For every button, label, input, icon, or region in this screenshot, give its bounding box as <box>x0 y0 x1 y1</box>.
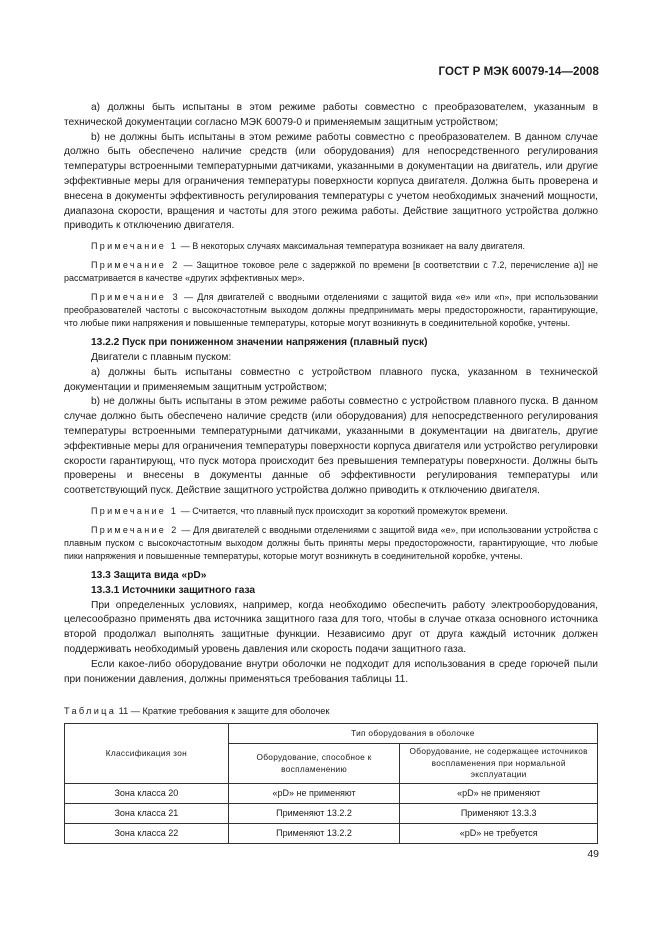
note-5 <box>64 524 598 563</box>
note-text: — Для двигателей с вводными отделениями с защитой вида «е», при использовании устройства с плавным пуском с высокочастотным выходом должны быть приняты меры предосторожности, гарантирующие, что любые пики напряжения и повышенные температуры, которые могут возникнуть в соединительной коробке, учтены. <box>64 524 598 561</box>
document-body <box>64 101 598 687</box>
table-row <box>65 804 598 824</box>
paragraph-b: b) не должны быть испытаны в этом режиме работы совместно с преобразователем. В данном случае должно быть обеспечено наличие средств (или оборудования) для непосредственного регулирования температуры встроенными температурными датчиками, указанными в документации на двигатель, или другие эффективные меры для ограничения температуры поверхности корпуса двигателя. Должна быть проверена и внесена в документы эффективность регулирования температуры с учетом необходимых значений мощности, диапазона скорости, вращения и частоты для этого режима работы. Действие защитного устройства должно приводить к отключению двигателя. <box>64 131 598 232</box>
header-no-ignition-sources: Оборудование, не содержащее источников воспламенения при нормальной эксплуатации <box>400 744 598 784</box>
section-heading-13-2-2: 13.2.2 Пуск при пониженном значении напряжения (плавный пуск) <box>91 337 428 349</box>
section-heading-13-3: 13.3 Защита вида «pD» <box>91 569 207 581</box>
paragraph-a: а) должны быть испытаны в этом режиме работы совместно с преобразователем, указанным в технической документации согласно МЭК 60079-0 и применяемым защитным устройством; <box>64 102 598 128</box>
value-cell: Применяют 13.2.2 <box>228 824 400 844</box>
note-text: — В некоторых случаях максимальная температура возникает на валу двигателя. <box>178 241 526 252</box>
header-equipment-type: Тип оборудования в оболочке <box>228 724 597 744</box>
note-label: Примечание 1 <box>91 505 179 516</box>
value-cell: «pD» не применяют <box>228 784 400 804</box>
value-cell: Применяют 13.2.2 <box>228 804 400 824</box>
paragraph-gas-sources: При определенных условиях, например, когда необходимо обеспечить работу электрооборудования, целесообразно применять два источника защитного газа для того, чтобы в случае отказа основного источника второй продолжал выполнять защитные функции. Независимо друг от друга каждый источник должен поддерживать необходимый уровень давления или скорость подачи защитного газа. <box>64 599 598 655</box>
note-label: Примечание 2 <box>91 524 179 535</box>
table-caption <box>64 706 329 716</box>
zone-cell: Зона класса 21 <box>65 804 229 824</box>
zone-cell: Зона класса 22 <box>65 824 229 844</box>
note-4 <box>64 505 598 518</box>
value-cell: «pD» не требуется <box>400 824 598 844</box>
header-ignition-capable: Оборудование, способное к воспламенению <box>228 744 400 784</box>
header-zone-classification: Классификация зон <box>65 724 229 784</box>
value-cell: «pD» не применяют <box>400 784 598 804</box>
note-text: — Считается, что плавный пуск происходит за короткий промежуток времени. <box>178 505 508 516</box>
zone-cell: Зона класса 20 <box>65 784 229 804</box>
note-text: — Для двигателей с вводными отделениями с защитой вида «е» или «n», при использовании преобразователей частоты с высокочастотным выходом должны предпринимать меры предосторожности, гарантирующие, что любые пики напряжения и повышенные температуры, которые могут возникнуть в соединительной коробке, учтены. <box>64 292 599 329</box>
section-heading-13-3-1: 13.3.1 Источники защитного газа <box>91 584 256 596</box>
note-label: Примечание 1 <box>91 241 179 252</box>
page-number: 49 <box>587 848 599 860</box>
note-1 <box>64 240 598 253</box>
table-row <box>65 784 598 804</box>
requirements-table <box>64 723 598 844</box>
paragraph-dust: Если какое-либо оборудование внутри оболочки не подходит для использования в среде горючей пыли при понижении давления, должны применяться требования таблицы 11. <box>64 658 598 685</box>
note-label: Примечание 3 <box>91 292 180 303</box>
table-caption-text: 11 — Краткие требования к защите для оболочек <box>116 706 330 716</box>
note-text: — Защитное токовое реле с задержкой по времени [в соответствии с 7.2, перечисление а)] не рассматривается в качестве «других эффективных мер». <box>64 260 598 284</box>
table-row <box>65 824 598 844</box>
paragraph-intro: Двигатели с плавным пуском: <box>91 351 232 363</box>
document-header: ГОСТ Р МЭК 60079-14—2008 <box>438 66 599 78</box>
note-2 <box>64 259 598 285</box>
value-cell: Применяют 13.3.3 <box>400 804 598 824</box>
note-label: Примечание 2 <box>91 260 180 271</box>
note-3 <box>64 291 598 330</box>
paragraph-a2: а) должны быть испытаны совместно с устройством плавного пуска, указанном в технической документации и применяемым защитным устройством; <box>64 366 598 393</box>
paragraph-b2: b) не должны быть испытаны в этом режиме работы совместно с устройством плавного пуска. В данном случае должно быть обеспечено наличие средств (или оборудования) для непосредственного регулирования температуры встроенными температурными датчиками, указанными в документации на двигатель, другие эффективные меры для ограничения температуры поверхности корпуса двигателя или устройство регулировки скорости гарантирующ, что пуск мотора происходит без превышения температуры поверхности. Должны быть проверены и внесены в документы данные об эффективности регулирования температуры или соответствующий пуск. Действие защитного устройства должно приводить к отключению двигателя. <box>64 396 598 497</box>
table-caption-label: Таблица <box>64 706 117 716</box>
